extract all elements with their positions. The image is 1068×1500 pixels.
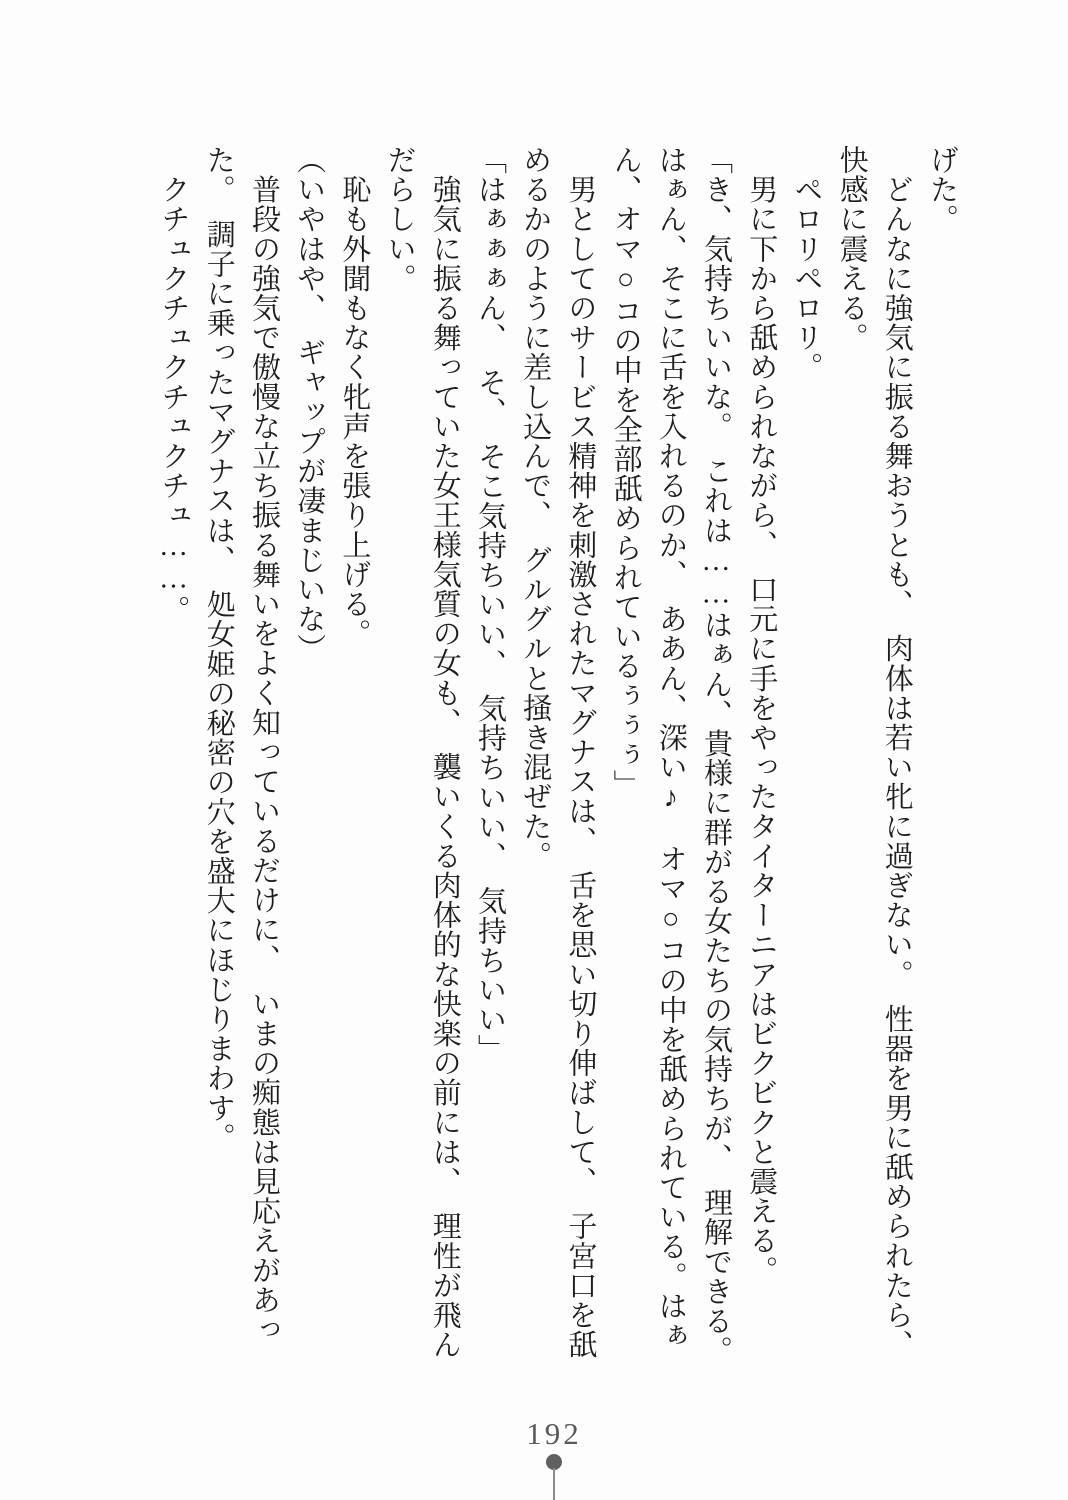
page-text-vertical (150, 145, 964, 1397)
footer-stem-line (553, 1468, 555, 1500)
paragraph: 普段の強気で傲慢な立ち振る舞いをよく知っているだけに、 いまの痴態は見応えがあっ た。 調子に乗ったマグナスは、 処女姫の秘密の穴を盛大にほじりまわす。 (202, 145, 280, 1345)
paragraph: 「き、気持ちいいな。 これは……はぁん、貴様に群がる女たちの気持ちが、 理解できる。 はぁん、そこに舌を入れるのか、 ああん、深い♪ オマ○コの中を舐められている。はぁ ん、オマ○コの中を全部舐められているぅぅぅ」 (609, 145, 732, 1366)
paragraph: 「はぁぁぁん、 そ、 そこ気持ちいい、 気持ちいい、 気持ちいい」 (473, 145, 506, 1064)
page-number: 192 (526, 1416, 582, 1451)
paragraph: 恥も外聞もなく牝声を張り上げる。 (338, 145, 371, 649)
paragraph: どんなに強気に振る舞おうとも、 肉体は若い牝に過ぎない。 性器を男に舐められたら、 快感に震える。 (835, 145, 913, 1360)
paragraph: げた。 (926, 145, 958, 234)
paragraph: 強気に振る舞っていた女王様気質の女も、 襲いくる肉体的な快楽の前には、 理性が飛ん だらしい。 (383, 145, 461, 1360)
paragraph: 男に下から舐められながら、 口元に手をやったタイターニアはビクビクと震える。 (745, 145, 778, 1285)
paragraph: クチュクチュクチュクチュ……。 (157, 145, 190, 625)
paragraph: ペロリペロリ。 (790, 145, 823, 382)
paragraph: （いやはや、 ギャップが凄まじいな） (293, 145, 326, 664)
paragraph: 男としてのサービス精神を刺激されたマグナスは、 舌を思い切り伸ばして、 子宮口を舐 めるかのように差し込んで、 グルグルと掻き混ぜた。 (519, 145, 597, 1360)
